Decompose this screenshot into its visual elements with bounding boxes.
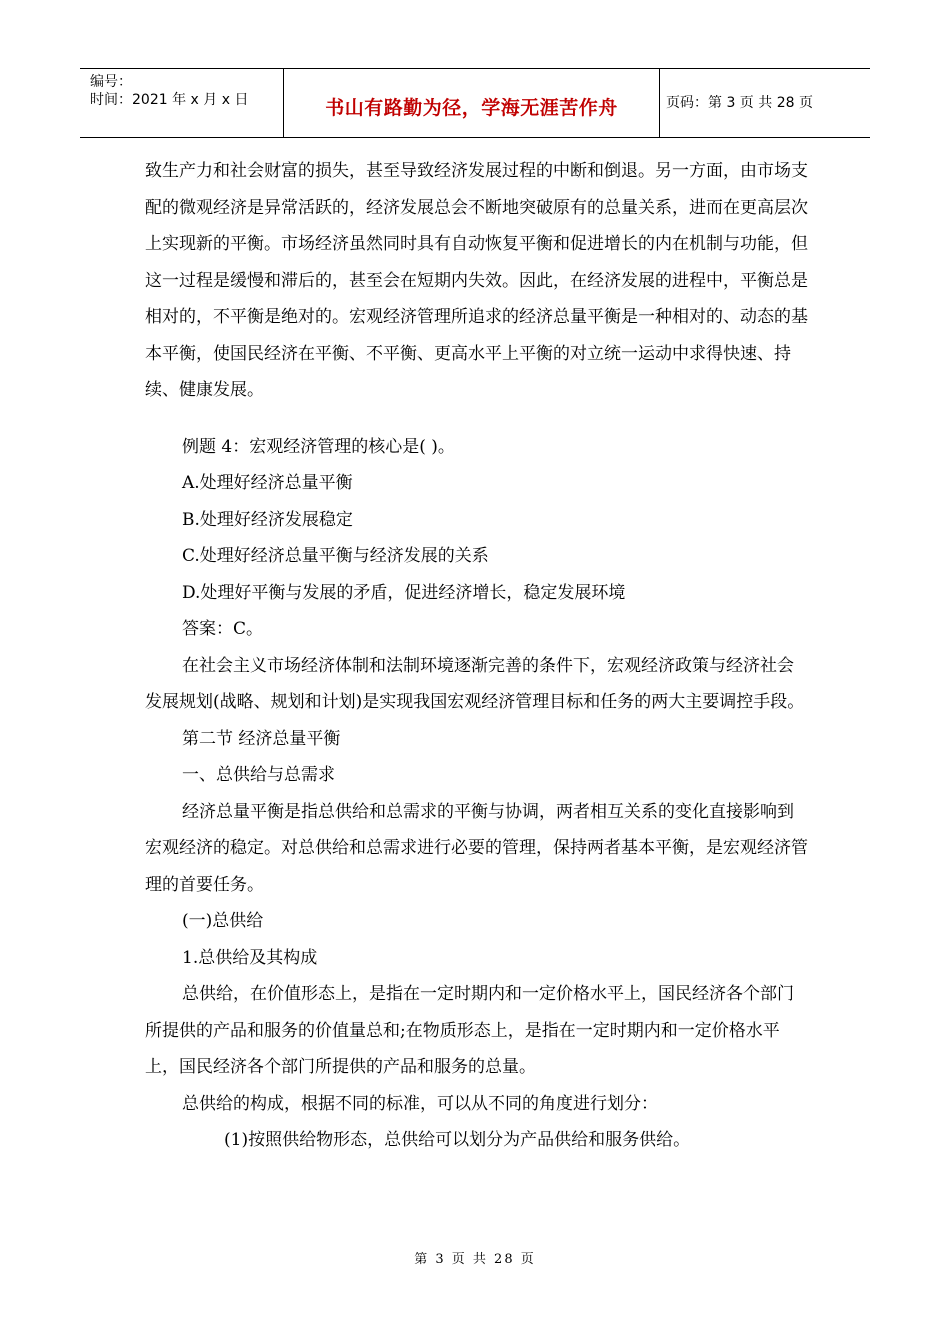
header-motto-cell (284, 69, 660, 137)
paragraph-policy: 在社会主义市场经济体制和法制环境逐渐完善的条件下，宏观经济政策与经济社会发展规划(战略、规划和计划)是实现我国宏观经济管理目标和任务的两大主要调控手段。 (145, 655, 805, 712)
header-meta-cell (80, 69, 284, 137)
number-label: 编号： (90, 74, 132, 90)
section-heading: 第二节 经济总量平衡 (182, 728, 341, 749)
option-c: C.处理好经济总量平衡与经济发展的关系 (182, 546, 489, 566)
subheading-supply: (一)总供给 (182, 911, 264, 931)
list-item: (1)按照供给物形态，总供给可以划分为产品供给和服务供给。 (224, 1130, 691, 1150)
option-b: B.处理好经济发展稳定 (182, 509, 353, 530)
page-header (80, 68, 870, 138)
option-d: D.处理好平衡与发展的矛盾，促进经济增长，稳定发展环境 (182, 582, 626, 603)
example-question: 例题 4：宏观经济管理的核心是( )。 (182, 436, 455, 457)
motto: 书山有路勤为径，学海无涯苦作舟 (325, 97, 618, 119)
subsection-heading: 一、总供给与总需求 (182, 765, 335, 785)
paragraph-supply-composition: 总供给的构成，根据不同的标准，可以从不同的角度进行划分： (182, 1093, 658, 1114)
time-label: 时间：2021 年 x 月 x 日 (90, 92, 249, 108)
subheading-supply-composition: 1.总供给及其构成 (182, 947, 318, 968)
header-page-cell (660, 69, 870, 137)
paragraph-continuation: 致生产力和社会财富的损失，甚至导致经济发展过程的中断和倒退。另一方面，由市场支配的微观经济是异常活跃的，经济发展总会不断地突破原有的总量关系，进而在更高层次上实现新的平衡。市场经济虽然同时具有自动恢复平衡和促进增长的内在机制与功能，但这一过程是缓慢和滞后的，甚至会在短期内失效。因此，在经济发展的进程中，平衡总是相对的，不平衡是绝对的。宏观经济管理所追求的经济总量平衡是一种相对的、动态的基本平衡，使国民经济在平衡、不平衡、更高水平上平衡的对立统一运动中求得快速、持续、健康发展。 (145, 161, 808, 400)
spacer (145, 409, 810, 429)
page-footer: 第 3 页 共 28 页 (414, 1252, 536, 1267)
page-info: 页码：第 3 页 共 28 页 (666, 95, 813, 111)
document-body (145, 153, 810, 1159)
answer: 答案：C。 (182, 619, 264, 639)
paragraph-supply-definition: 总供给，在价值形态上，是指在一定时期内和一定价格水平上，国民经济各个部门所提供的产品和服务的价值量总和;在物质形态上，是指在一定时期内和一定价格水平上，国民经济各个部门所提供的产品和服务的总量。 (145, 984, 794, 1077)
paragraph-balance: 经济总量平衡是指总供给和总需求的平衡与协调，两者相互关系的变化直接影响到宏观经济的稳定。对总供给和总需求进行必要的管理，保持两者基本平衡，是宏观经济管理的首要任务。 (145, 801, 808, 895)
option-a: A.处理好经济总量平衡 (182, 473, 353, 493)
